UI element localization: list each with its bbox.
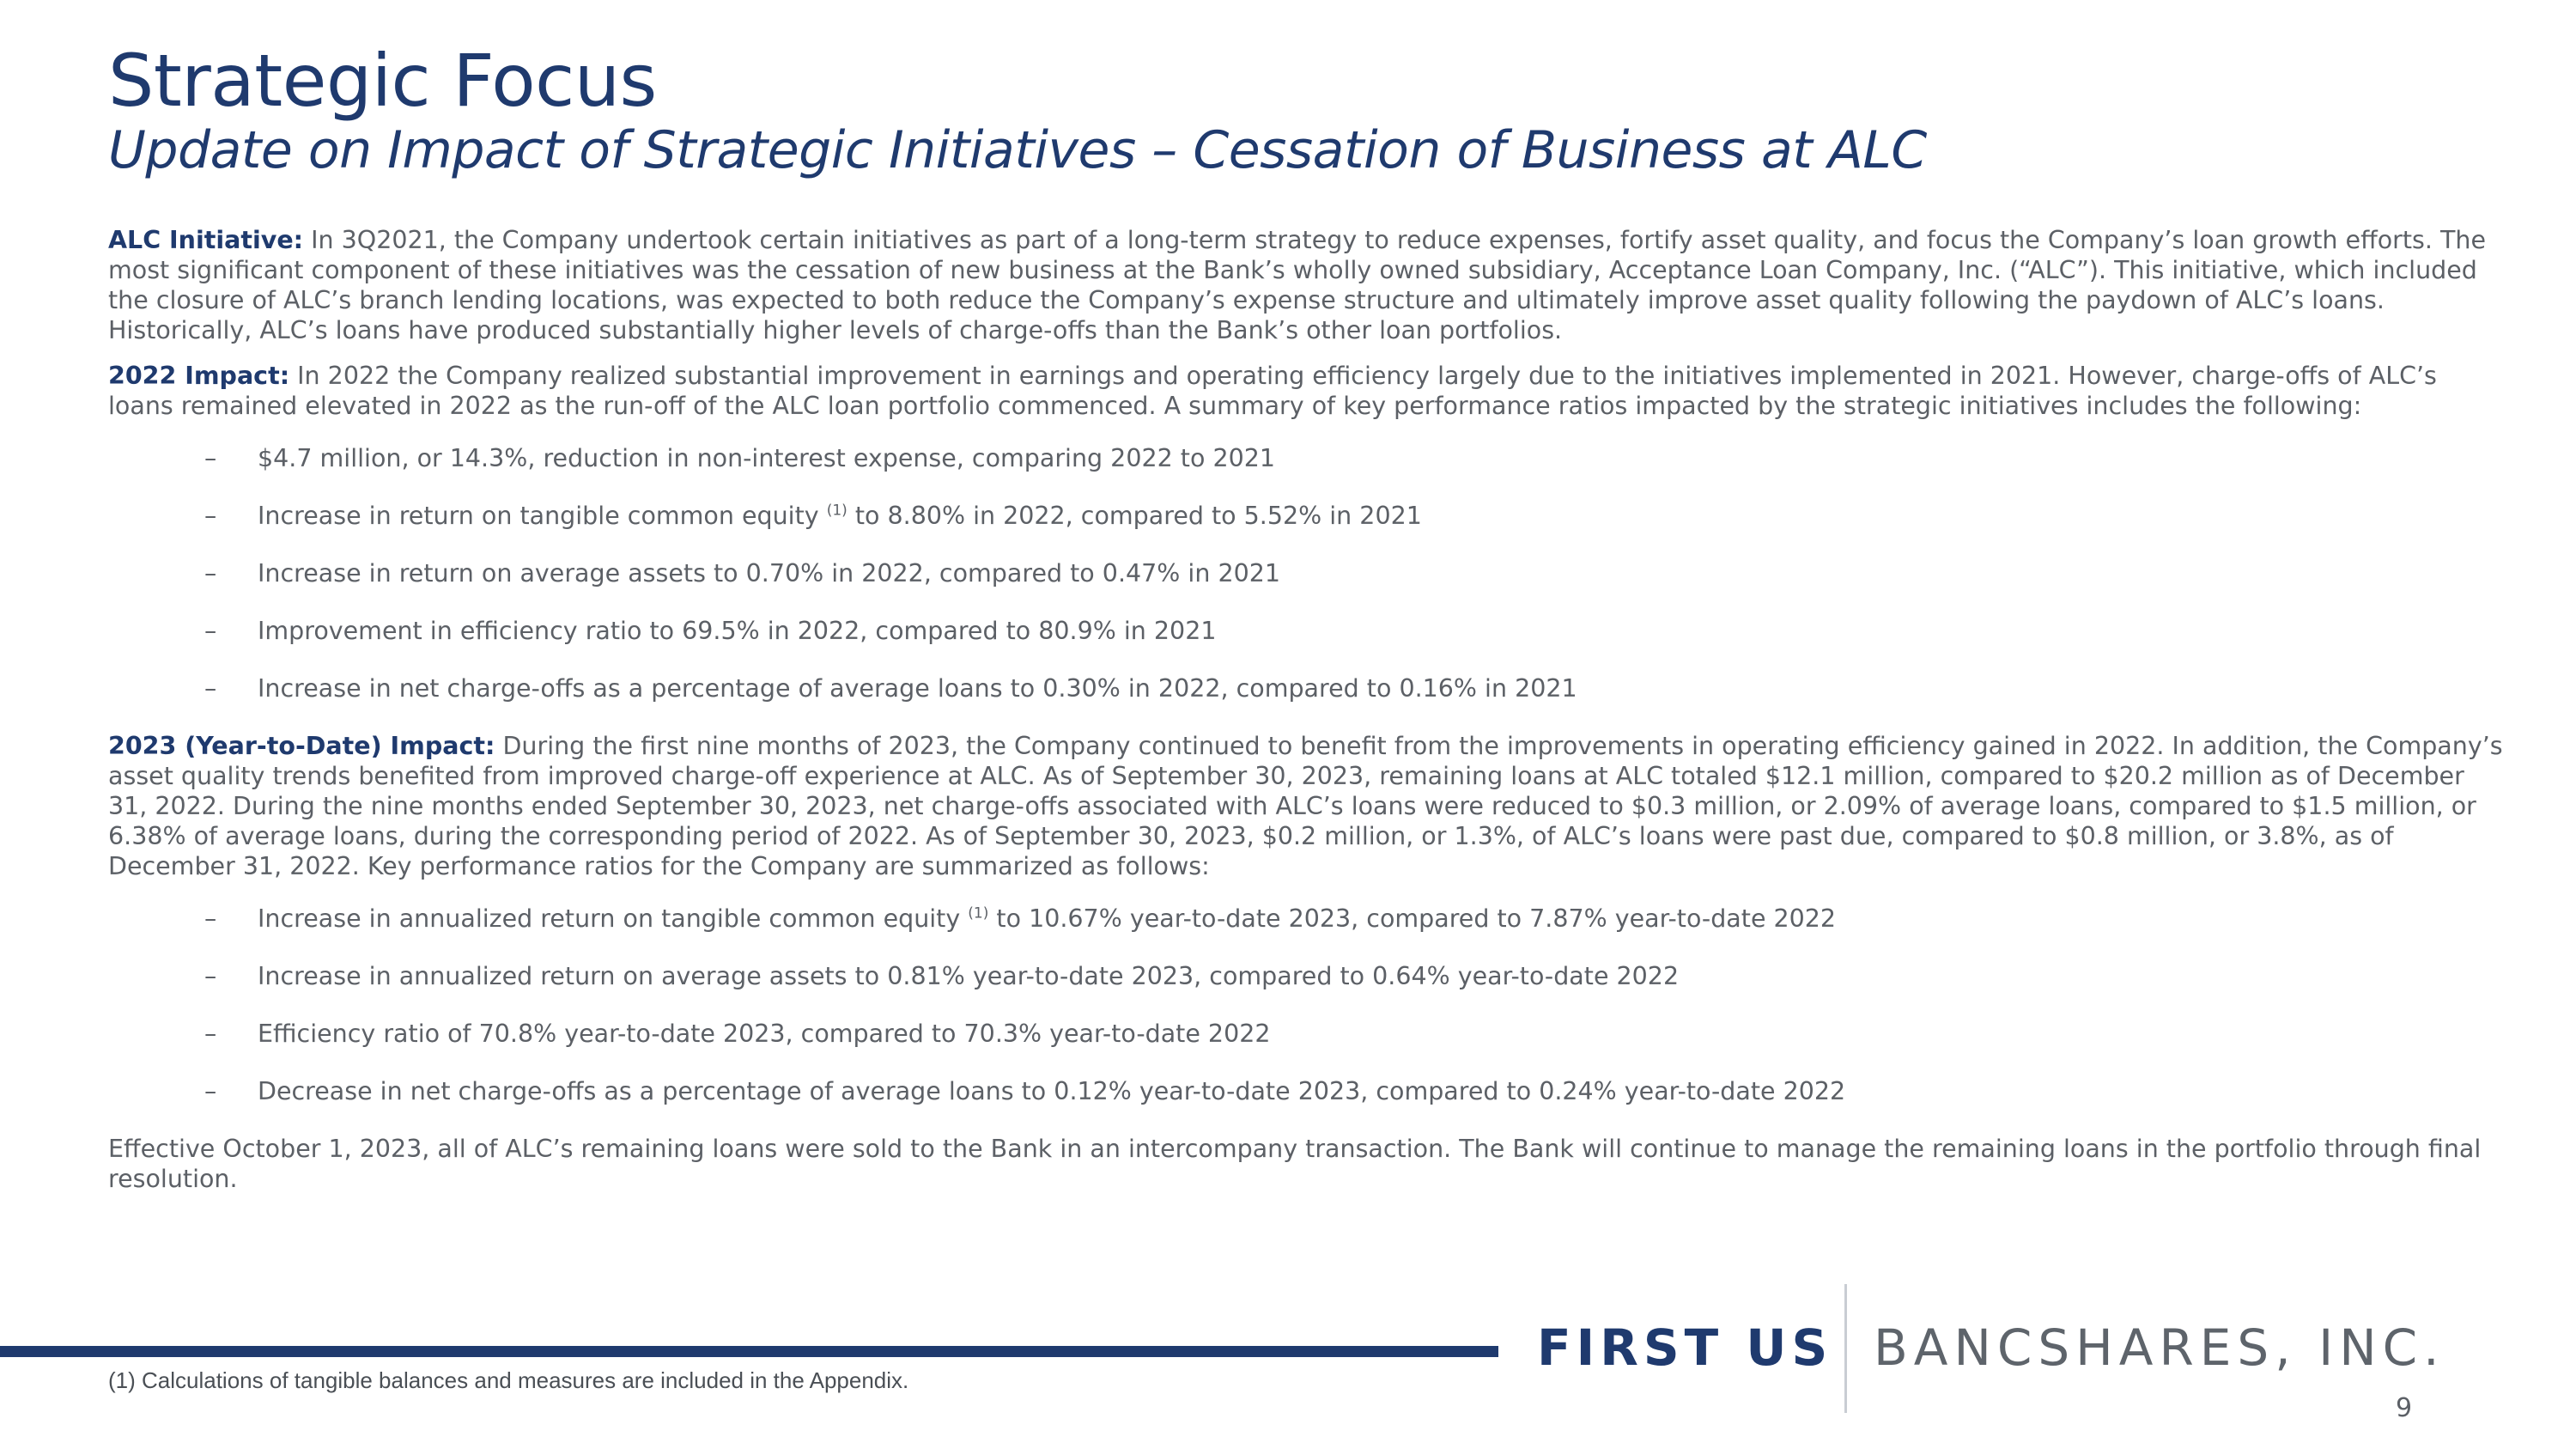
impact-2022-paragraph bbox=[108, 361, 2504, 421]
alc-initiative-paragraph bbox=[108, 225, 2504, 345]
list-item-text: Increase in annualized return on average assets to 0.81% year-to-date 2023, compared to 0.64% year-to-date 2022 bbox=[258, 962, 1680, 990]
dash-marker: – bbox=[204, 904, 217, 933]
list-item-text: Efficiency ratio of 70.8% year-to-date 2023, compared to 70.3% year-to-date 2022 bbox=[258, 1020, 1271, 1048]
list-item-text: Decrease in net charge-offs as a percentage of average loans to 0.12% year-to-date 2023, compared to 0.24% year-to-date 2022 bbox=[258, 1077, 1846, 1105]
dash-marker: – bbox=[204, 1020, 217, 1048]
dash-marker: – bbox=[204, 444, 217, 472]
list-item bbox=[204, 904, 2504, 934]
dash-marker: – bbox=[204, 617, 217, 645]
list-item-text: Increase in return on tangible common equity bbox=[258, 502, 827, 530]
dash-marker: – bbox=[204, 962, 217, 990]
impact-2022-lead: 2022 Impact: bbox=[108, 362, 290, 390]
impact-2023-text: During the first nine months of 2023, the Company continued to benefit from the improvements in operating efficiency gained in 2022. In addition, the Company’s asset quality trends benefited from improved charge-off experience at ALC. As of September 30, 2023, remaining loans at ALC totaled $12.1 million, compared to $20.2 million as of December 31, 2022. During the nine months ended September 30, 2023, net charge-offs associated with ALC’s loans were reduced to $0.3 million, or 2.09% of average loans, compared to $1.5 million, or 6.38% of average loans, during the corresponding period of 2022. As of September 30, 2023, $0.2 million, or 1.3%, of ALC’s loans were past due, compared to $0.8 million, or 3.8%, as of December 31, 2022. Key performance ratios for the Company are summarized as follows: bbox=[108, 732, 2503, 880]
logo-divider bbox=[1844, 1284, 1847, 1413]
page-subtitle: Update on Impact of Strategic Initiatives – Cessation of Business at ALC bbox=[108, 120, 1927, 180]
logo-first-us: FIRST US bbox=[1537, 1318, 1833, 1377]
footnote-ref: (1) bbox=[968, 904, 989, 922]
company-logo bbox=[1537, 1284, 2499, 1413]
impact-2022-list bbox=[108, 443, 2504, 703]
list-item bbox=[204, 616, 2504, 646]
dash-marker: – bbox=[204, 559, 217, 588]
list-item bbox=[204, 501, 2504, 531]
logo-bancshares: BANCSHARES, INC. bbox=[1874, 1318, 2445, 1377]
dash-marker: – bbox=[204, 502, 217, 530]
list-item-text: Improvement in efficiency ratio to 69.5% in 2022, compared to 80.9% in 2021 bbox=[258, 617, 1217, 645]
list-item-text: Increase in return on average assets to 0.70% in 2022, compared to 0.47% in 2021 bbox=[258, 559, 1280, 588]
list-item-text: to 10.67% year-to-date 2023, compared to 7.87% year-to-date 2022 bbox=[988, 904, 1837, 933]
list-item bbox=[204, 673, 2504, 703]
impact-2023-lead: 2023 (Year-to-Date) Impact: bbox=[108, 732, 495, 760]
page-number: 9 bbox=[2396, 1393, 2413, 1423]
content-body bbox=[108, 225, 2504, 1194]
closing-paragraph: Effective October 1, 2023, all of ALC’s remaining loans were sold to the Bank in an intercompany transaction. The Bank will continue to manage the remaining loans in the portfolio through final resolution. bbox=[108, 1135, 2482, 1193]
impact-2023-list bbox=[108, 904, 2504, 1106]
footer-bar bbox=[0, 1346, 1498, 1357]
footnote: (1) Calculations of tangible balances and measures are included in the Appendix. bbox=[108, 1367, 909, 1393]
list-item bbox=[204, 1019, 2504, 1049]
list-item-text: Increase in annualized return on tangible common equity bbox=[258, 904, 969, 933]
dash-marker: – bbox=[204, 674, 217, 703]
footnote-ref: (1) bbox=[826, 502, 848, 520]
list-item-text: Increase in net charge-offs as a percentage of average loans to 0.30% in 2022, compared to 0.16% in 2021 bbox=[258, 674, 1577, 703]
impact-2022-text: In 2022 the Company realized substantial improvement in earnings and operating efficiency largely due to the initiatives implemented in 2021. However, charge-offs of ALC’s loans remained elevated in 2022 as the run-off of the ALC loan portfolio commenced. A summary of key performance ratios impacted by the strategic initiatives includes the following: bbox=[108, 362, 2437, 420]
list-item-text: $4.7 million, or 14.3%, reduction in non-interest expense, comparing 2022 to 2021 bbox=[258, 444, 1275, 472]
dash-marker: – bbox=[204, 1077, 217, 1105]
list-item bbox=[204, 1076, 2504, 1106]
impact-2023-paragraph bbox=[108, 731, 2504, 881]
list-item bbox=[204, 961, 2504, 991]
alc-initiative-text: In 3Q2021, the Company undertook certain initiatives as part of a long-term strategy to reduce expenses, fortify asset quality, and focus the Company’s loan growth efforts. The most significant component of these initiatives was the cessation of new business at the Bank’s wholly owned subsidiary, Acceptance Loan Company, Inc. (“ALC”). This initiative, which included the closure of ALC’s branch lending locations, was expected to both reduce the Company’s expense structure and ultimately improve asset quality following the paydown of ALC’s loans. Historically, ALC’s loans have produced substantially higher levels of charge-offs than the Bank’s other loan portfolios. bbox=[108, 226, 2487, 344]
list-item bbox=[204, 443, 2504, 473]
alc-initiative-lead: ALC Initiative: bbox=[108, 226, 304, 254]
page-title: Strategic Focus bbox=[108, 39, 657, 123]
list-item bbox=[204, 558, 2504, 588]
list-item-text: to 8.80% in 2022, compared to 5.52% in 2021 bbox=[847, 502, 1422, 530]
